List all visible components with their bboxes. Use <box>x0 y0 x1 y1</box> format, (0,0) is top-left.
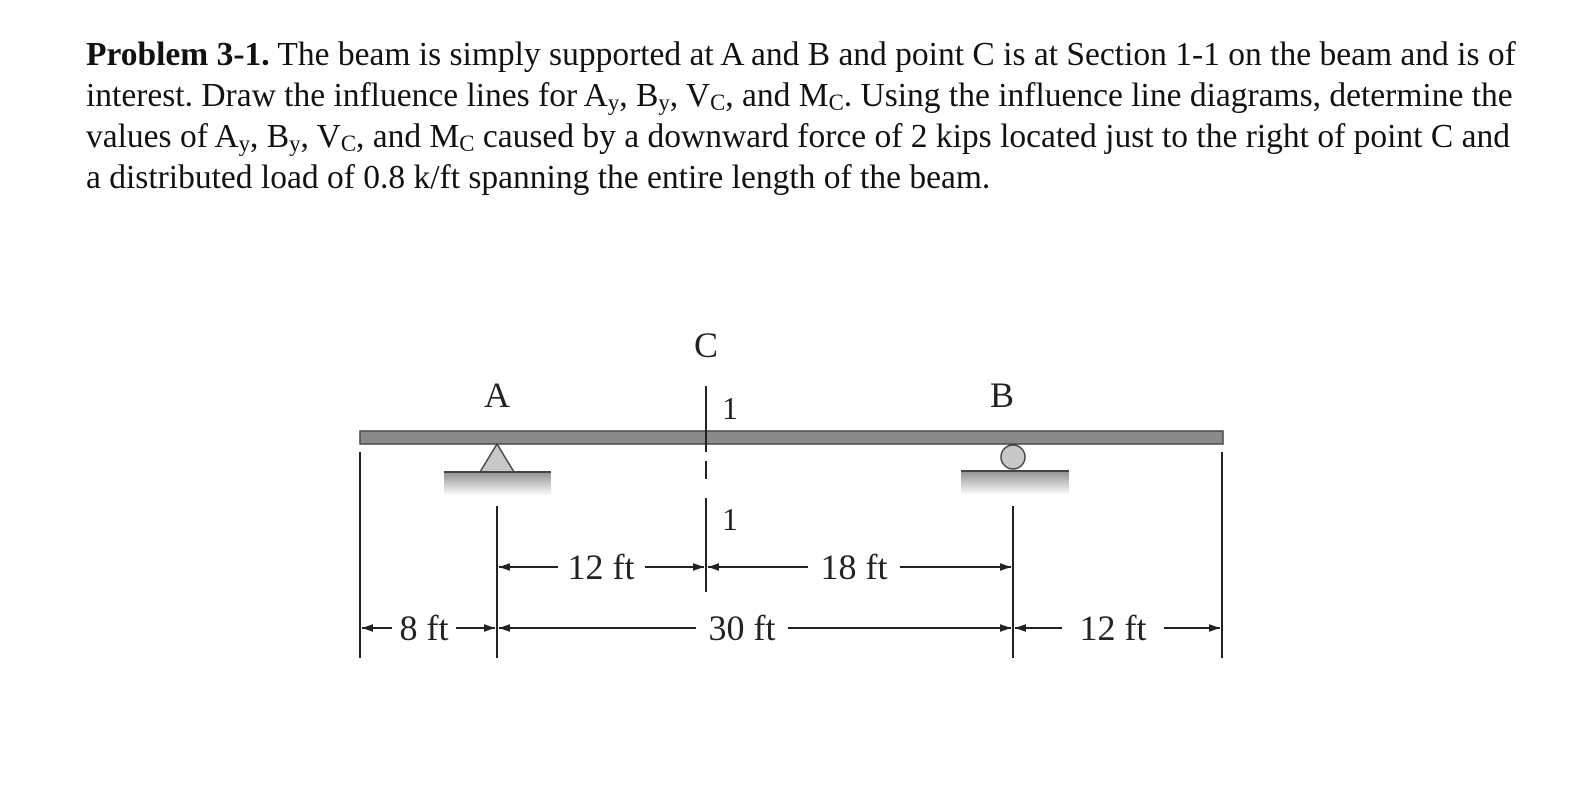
problem-text: , V <box>300 118 341 155</box>
section-label-bottom: 1 <box>722 501 738 537</box>
problem-title: Problem 3-1. <box>86 36 270 73</box>
subscript: C <box>828 90 844 116</box>
beam <box>360 431 1223 444</box>
subscript: y <box>607 90 620 116</box>
dim-label-span: 30 ft <box>708 608 776 648</box>
pin-support-a <box>480 444 514 472</box>
problem-text: , and M <box>725 77 829 114</box>
problem-text: caused by a downward force of 2 kips located just to the right of point C and a distributed load of 0.8 k/ft spanning the entire length of the beam. <box>86 118 1510 196</box>
problem-text: The beam is simply supported at A and B and point C is at Section 1-1 on the beam and is of interest. Draw the influence lines for A <box>86 36 1516 114</box>
dim-label-left-overhang: 8 ft <box>399 608 449 648</box>
dim-label-right-overhang: 12 ft <box>1079 608 1147 648</box>
dim-label-a-to-c: 12 ft <box>567 547 635 587</box>
point-label-b: B <box>989 375 1015 415</box>
ground-b <box>961 471 1069 495</box>
section-label-top: 1 <box>722 390 738 426</box>
point-label-a: A <box>484 375 510 415</box>
subscript: C <box>459 131 475 157</box>
subscript: y <box>289 131 301 157</box>
problem-text: . Using the influence line diagrams, determine the values of A <box>86 77 1513 155</box>
ground-a <box>444 472 551 496</box>
problem-text: , and M <box>356 118 460 155</box>
point-label-c: C <box>693 325 719 365</box>
dim-label-c-to-b: 18 ft <box>820 547 888 587</box>
problem-text: , V <box>669 77 711 114</box>
subscript: y <box>238 131 250 157</box>
problem-text: , B <box>249 118 290 155</box>
problem-text: , B <box>619 77 659 114</box>
subscript: C <box>710 90 726 116</box>
roller-support-b <box>1001 445 1025 469</box>
subscript: C <box>340 131 357 157</box>
subscript: y <box>658 90 670 116</box>
